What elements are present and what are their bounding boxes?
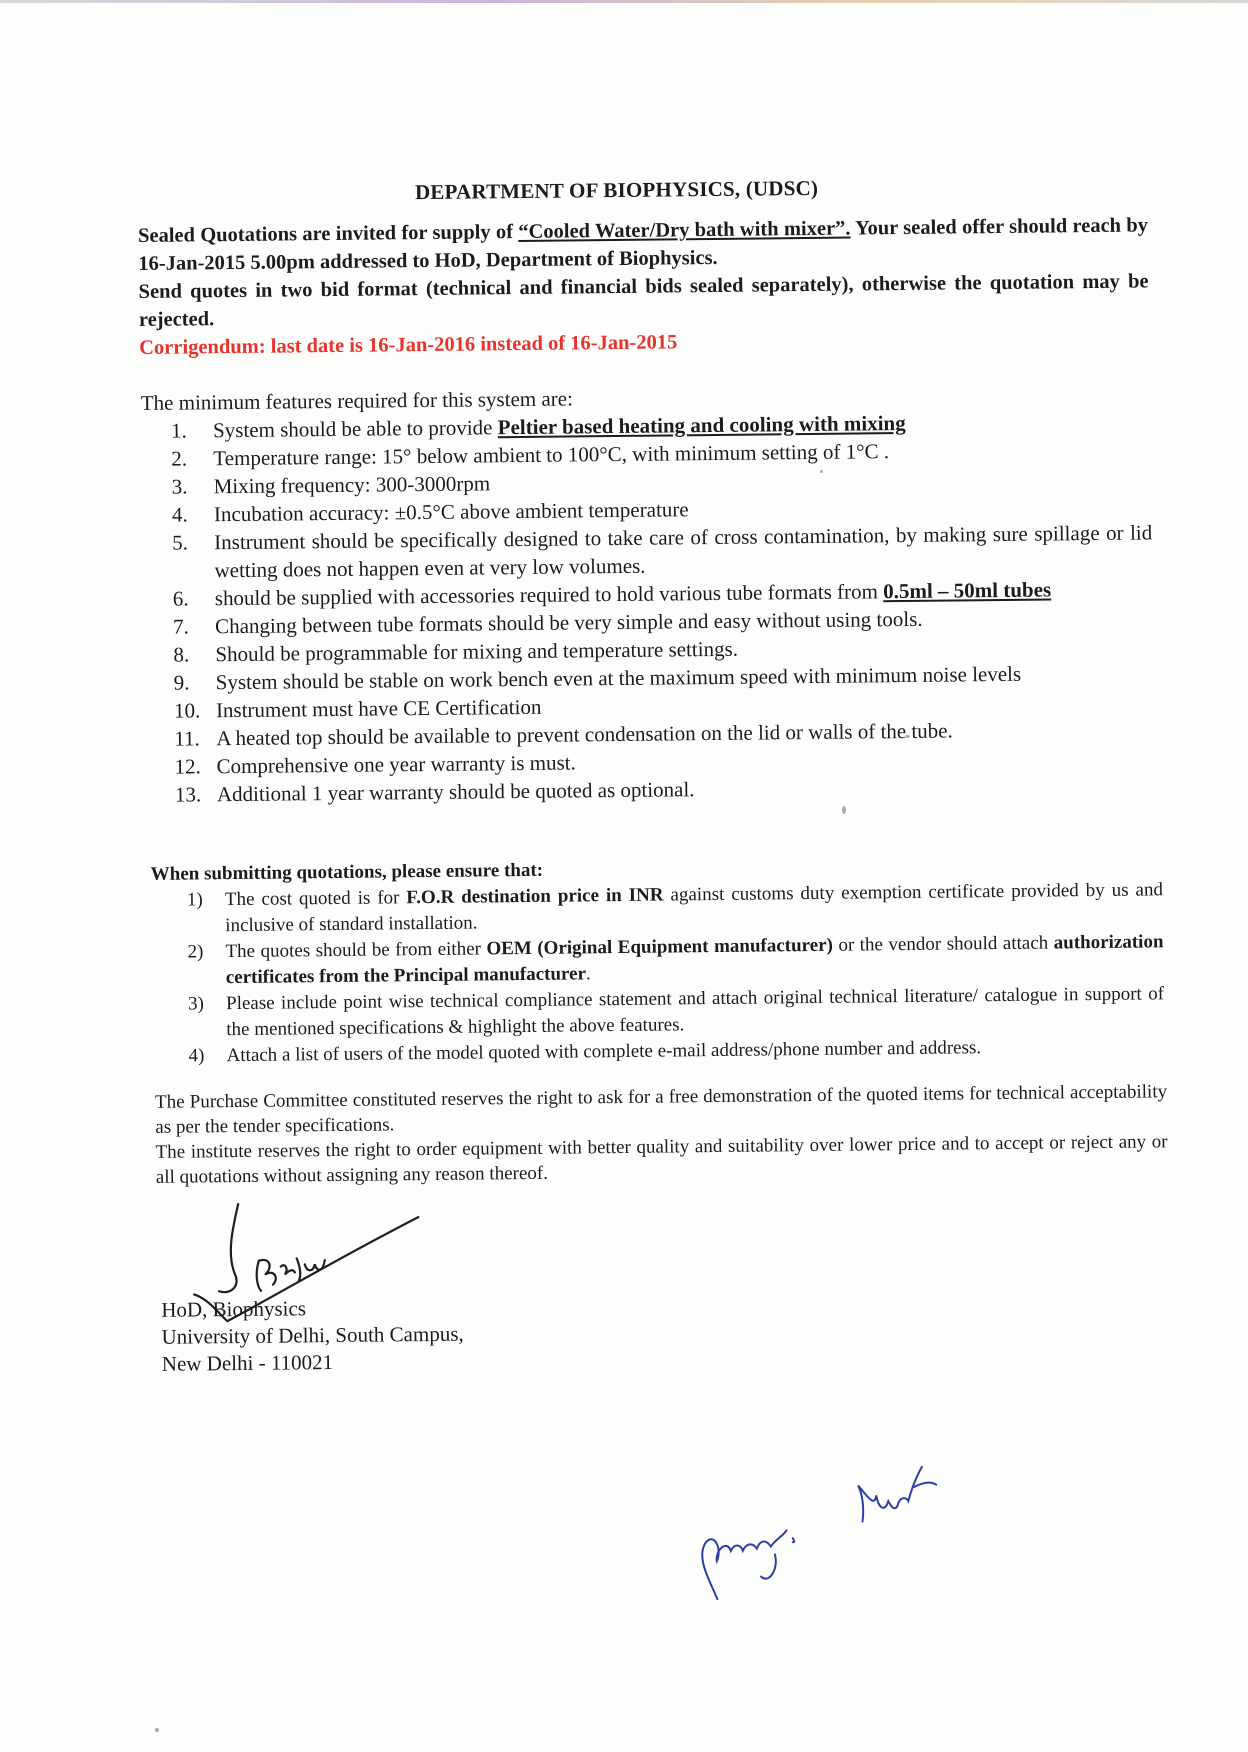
intro-block bbox=[138, 211, 1149, 362]
feature-number: 8. bbox=[173, 642, 190, 667]
feature-number: 9. bbox=[173, 670, 190, 695]
submission-lead: When submitting quotations, please ensure that: bbox=[150, 859, 544, 885]
scan-speck bbox=[155, 1728, 159, 1732]
feature-number: 6. bbox=[172, 586, 189, 611]
feature-text: Should be programmable for mixing and temperature settings. bbox=[215, 636, 739, 667]
submission-emphasis: authorization certificates from the Principal manufacturer bbox=[225, 931, 1164, 989]
signatory-university: University of Delhi, South Campus, bbox=[161, 1321, 464, 1349]
two-bid-note: Send quotes in two bid format (technical and financial bids sealed separately), otherwise the quotation may be rejected. bbox=[138, 270, 1149, 332]
submission-text: The quotes should be from either bbox=[225, 938, 487, 963]
feature-emphasis: 0.5ml – 50ml tubes bbox=[883, 577, 1052, 604]
submission-number: 3) bbox=[187, 993, 205, 1015]
submission-text: The cost quoted is for bbox=[224, 887, 407, 911]
signatory-title: HoD, Biophysics bbox=[161, 1296, 307, 1322]
feature-number: 3. bbox=[171, 474, 188, 499]
submission-text: against customs duty exemption certificate provided by us and inclusive of standard installation. bbox=[225, 879, 1164, 937]
intro-text-post: Your sealed offer should reach by 16-Jan-2015 5.00pm addressed to HoD, Department of Biophysics. bbox=[138, 214, 1149, 276]
feature-number: 4. bbox=[171, 502, 188, 527]
submission-list bbox=[151, 877, 1165, 1070]
feature-text: Incubation accuracy: ±0.5°C above ambient temperature bbox=[213, 497, 689, 527]
submission-emphasis: F.O.R destination price in INR bbox=[406, 884, 664, 909]
submission-number: 1) bbox=[186, 889, 203, 911]
feature-text: should be supplied with accessories required to hold various tube formats from bbox=[214, 579, 884, 611]
scan-speck bbox=[842, 806, 846, 814]
submission-number: 2) bbox=[187, 941, 204, 963]
signatory-block bbox=[161, 1294, 464, 1378]
feature-text: A heated top should be available to prevent condensation on the lid or walls of the tube. bbox=[216, 718, 953, 751]
feature-text: System should be stable on work bench even at the maximum speed with minimum noise levels bbox=[215, 661, 1022, 695]
submission-text: . bbox=[585, 963, 591, 985]
submission-text: or the vendor should attach bbox=[832, 932, 1054, 956]
feature-text: Comprehensive one year warranty is must. bbox=[216, 750, 576, 779]
features-section bbox=[141, 378, 1155, 809]
submission-number: 4) bbox=[188, 1045, 205, 1067]
features-lead: The minimum features required for this system are: bbox=[140, 386, 573, 415]
feature-number: 11. bbox=[174, 726, 200, 751]
feature-text: Instrument should be specifically designed to take care of cross contamination, by making sure spillage or lid wetting does not happen even at very low volumes. bbox=[214, 520, 1153, 583]
scan-speck bbox=[820, 470, 823, 473]
submission-emphasis: OEM (Original Equipment manufacturer) bbox=[486, 934, 834, 960]
feature-number: 12. bbox=[174, 754, 201, 779]
demonstration-clause: The Purchase Committee constituted reserves the right to ask for a free demonstration of the quoted items for technical acceptability as per the tender specifications. bbox=[154, 1081, 1168, 1138]
submission-text: Please include point wise technical compliance statement and attach original technical literature/ catalogue in support of the mentioned specifications & highlight the above features. bbox=[225, 983, 1165, 1041]
feature-text: Temperature range: 15° below ambient to 100°C, with minimum setting of 1°C . bbox=[213, 439, 890, 471]
feature-text: Changing between tube formats should be very simple and easy without using tools. bbox=[214, 606, 923, 639]
signatory-address: New Delhi - 110021 bbox=[161, 1350, 334, 1376]
submission-text: Attach a list of users of the model quoted with complete e-mail address/phone number and address. bbox=[226, 1037, 982, 1067]
rights-clause: The institute reserves the right to order equipment with better quality and suitability over lower price and to accept or reject any or all quotations without assigning any reason thereof. bbox=[155, 1131, 1168, 1188]
feature-number: 2. bbox=[171, 446, 188, 471]
feature-text: System should be able to provide bbox=[212, 415, 498, 443]
feature-text: Instrument must have CE Certification bbox=[215, 694, 542, 723]
feature-text: Additional 1 year warranty should be quoted as optional. bbox=[216, 777, 695, 807]
feature-number: 10. bbox=[173, 698, 201, 723]
closing-section bbox=[155, 1079, 1168, 1190]
feature-number: 1. bbox=[170, 418, 187, 443]
submission-section bbox=[151, 851, 1165, 1070]
committee-signatures bbox=[686, 1456, 978, 1609]
feature-emphasis: Peltier based heating and cooling with mixing bbox=[497, 410, 906, 440]
feature-number: 7. bbox=[172, 614, 189, 639]
feature-text: Mixing frequency: 300-3000rpm bbox=[213, 471, 491, 499]
department-heading: DEPARTMENT OF BIOPHYSICS, (UDSC) bbox=[414, 175, 819, 205]
feature-number: 5. bbox=[172, 530, 189, 555]
item-name: “Cooled Water/Dry bath with mixer”. bbox=[518, 217, 851, 244]
feature-number: 13. bbox=[174, 782, 202, 807]
corrigendum: Corrigendum: last date is 16-Jan-2016 instead of 16-Jan-2015 bbox=[139, 331, 678, 360]
features-list bbox=[141, 406, 1155, 809]
scan-speck bbox=[905, 735, 910, 738]
intro-text-pre: Sealed Quotations are invited for supply of bbox=[137, 221, 519, 248]
